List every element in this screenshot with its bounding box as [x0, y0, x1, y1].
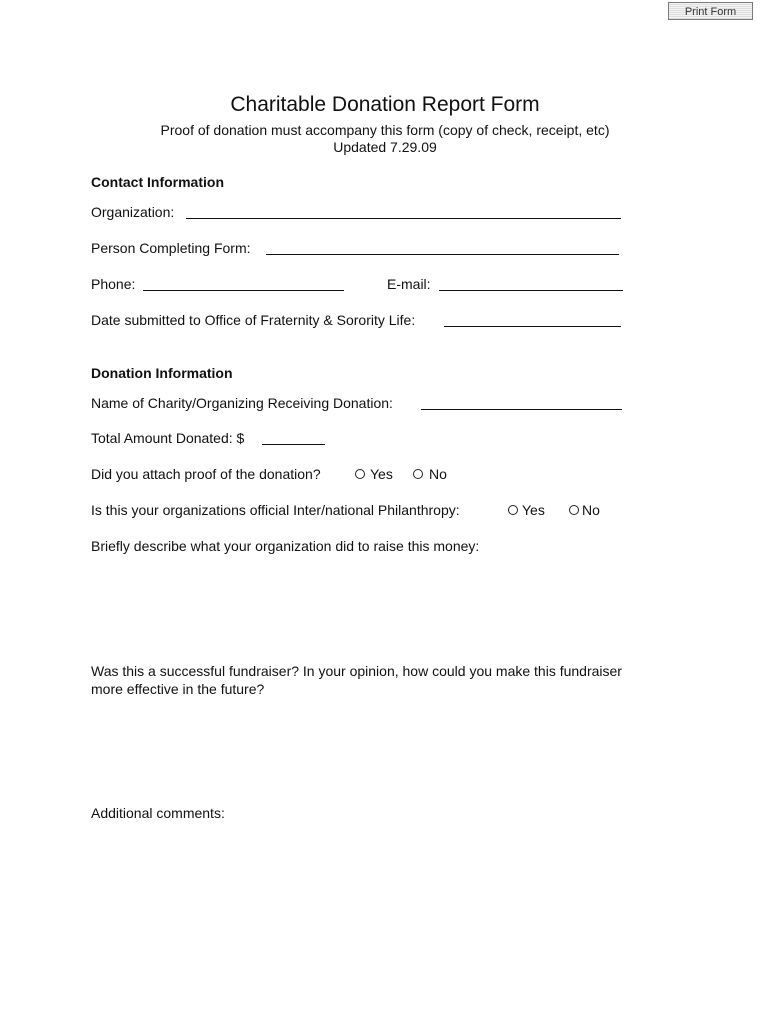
email-field[interactable]: [439, 290, 623, 291]
form-subtitle: Proof of donation must accompany this form (copy of check, receipt, etc): [160, 122, 610, 138]
philanthropy-question-label: Is this your organizations official Inter/national Philanthropy:: [91, 502, 460, 518]
proof-no-radio[interactable]: [413, 469, 423, 479]
philanthropy-no-radio[interactable]: [569, 505, 579, 515]
philanthropy-no-label: No: [582, 502, 600, 518]
success-question-line-1: Was this a successful fundraiser? In your opinion, how could you make this fundraiser: [91, 663, 622, 679]
print-form-button[interactable]: Print Form: [668, 2, 753, 20]
proof-yes-label: Yes: [370, 466, 393, 482]
proof-yes-radio[interactable]: [355, 469, 365, 479]
form-updated-date: Updated 7.29.09: [333, 139, 437, 155]
person-completing-field[interactable]: [266, 254, 619, 255]
phone-label: Phone:: [91, 276, 136, 292]
email-label: E-mail:: [387, 276, 431, 292]
date-submitted-label: Date submitted to Office of Fraternity & Sorority Life:: [91, 312, 416, 328]
amount-donated-label: Total Amount Donated: $: [91, 430, 245, 446]
philanthropy-yes-label: Yes: [522, 502, 545, 518]
amount-donated-field[interactable]: [262, 444, 325, 445]
organization-label: Organization:: [91, 204, 175, 220]
describe-label: Briefly describe what your organization did to raise this money:: [91, 538, 480, 554]
success-question-line-2: more effective in the future?: [91, 681, 265, 697]
philanthropy-yes-radio[interactable]: [508, 505, 518, 515]
contact-section-heading: Contact Information: [91, 174, 224, 190]
person-completing-label: Person Completing Form:: [91, 240, 251, 256]
charity-name-label: Name of Charity/Organizing Receiving Donation:: [91, 395, 393, 411]
proof-no-label: No: [429, 466, 447, 482]
charity-name-field[interactable]: [421, 409, 622, 410]
donation-section-heading: Donation Information: [91, 365, 233, 381]
date-submitted-field[interactable]: [444, 326, 621, 327]
proof-question-label: Did you attach proof of the donation?: [91, 466, 321, 482]
phone-field[interactable]: [143, 290, 344, 291]
organization-field[interactable]: [186, 218, 621, 219]
additional-comments-label: Additional comments:: [91, 805, 225, 821]
form-title: Charitable Donation Report Form: [230, 93, 540, 116]
